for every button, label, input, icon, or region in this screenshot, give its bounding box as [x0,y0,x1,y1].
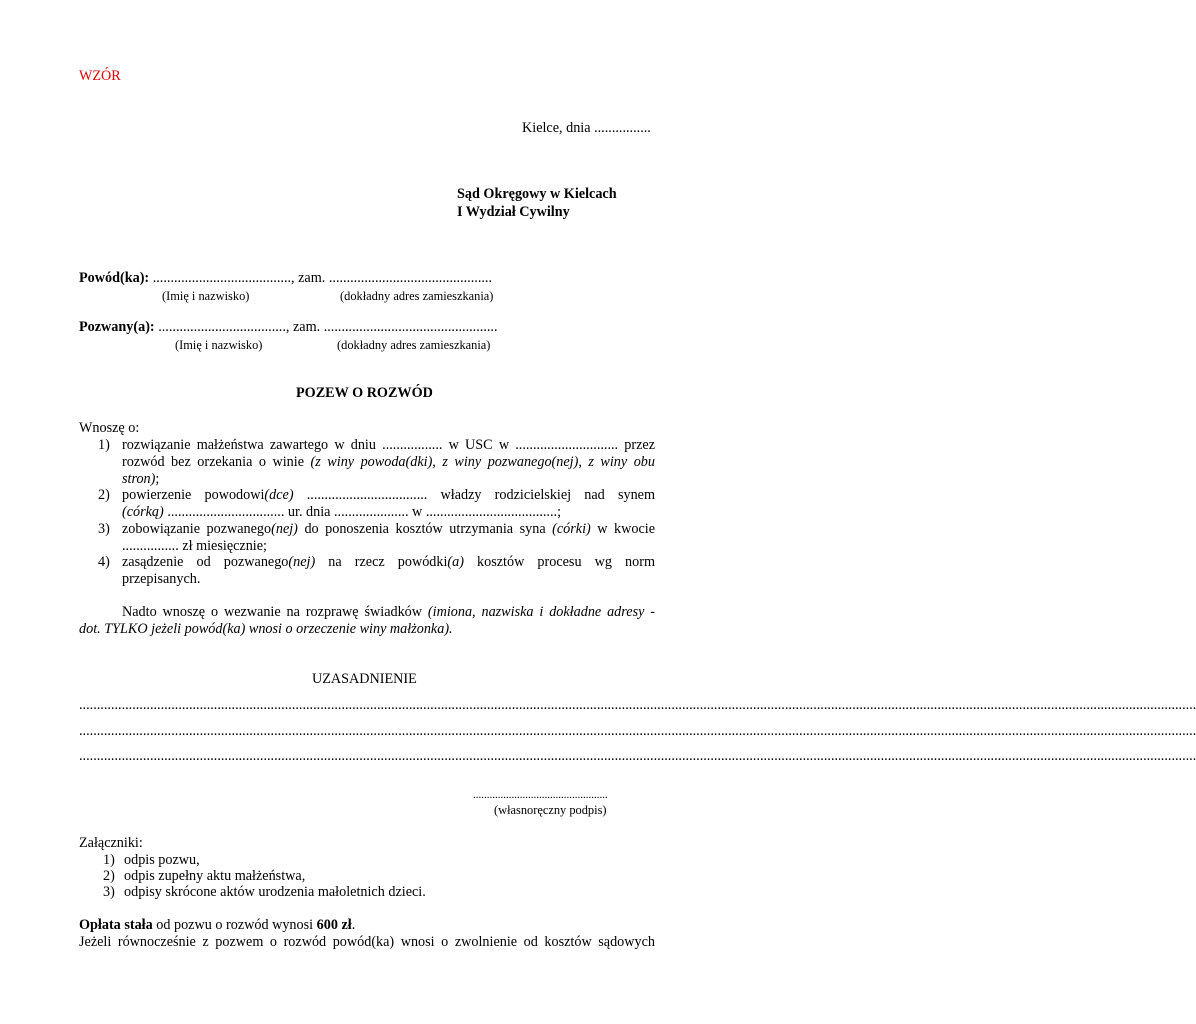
request-italic: (córką) [122,504,164,520]
witness-line-1 [122,604,655,621]
request-italic: stron) [122,471,156,487]
witness-line-2 [79,621,453,638]
fee-line-2: Jeżeli równocześnie z pozwem o rozwód powód(ka) wnosi o zwolnienie od kosztów sądowych [79,934,655,950]
justification-line: ........................................................................................................................................................................................................................................................................................................................... [79,748,1196,764]
request-italic: (a) [447,554,464,570]
requests-intro: Wnoszę o: [79,420,140,436]
witness-text: Nadto wnoszę o wezwanie na rozprawę świadków [122,604,428,620]
fee-amount: 600 zł [316,917,352,933]
witness-italic: dot. TYLKO jeżeli powód(ka) wnosi o orzeczenie winy małżonka). [79,621,453,637]
court-division: I Wydział Cywilny [457,204,570,220]
request-text: ................................. ur. dnia ..................... w .....................................; [163,504,562,520]
request-text [122,504,655,521]
attachment-item [0,868,724,885]
request-italic: (córki) [552,521,591,537]
defendant-line [79,319,498,336]
attachment-number: 1) [103,852,115,868]
request-text [122,454,655,471]
request-text [122,471,655,488]
request-number: 1) [98,437,110,453]
justification-line: ........................................................................................................................................................................................................................................................................................................................... [79,723,1196,739]
request-text: do ponoszenia kosztów utrzymania syna [297,521,553,537]
request-number: 3) [98,521,110,537]
request-number: 2) [98,487,110,503]
fee-text: od pozwu o rozwód wynosi [152,917,317,933]
court-name: Sąd Okręgowy w Kielcach [457,186,617,202]
request-text: kosztów procesu wg norm [463,554,655,570]
request-text: ................ zł miesięcznie; [122,538,267,554]
plaintiff-address-hint: (dokładny adres zamieszkania) [340,289,494,303]
request-italic: (z winy powoda(dki), z winy pozwanego(nej), z winy obu [310,454,655,470]
request-text [122,554,655,571]
request-text: rozwiązanie małżeństwa zawartego w dniu ................. w USC w ............................. przez [122,437,655,453]
fee-label: Opłata stała [79,917,153,933]
justification-line: ........................................................................................................................................................................................................................................................................................................................... [79,697,1196,713]
attachment-number: 3) [103,884,115,900]
request-text: zasądzenie od pozwanego [122,554,289,570]
request-text: ; [155,471,160,487]
defendant-name-hint: (Imię i nazwisko) [175,338,263,352]
fee-line-1 [79,917,355,934]
place-date: Kielce, dnia ................ [522,120,651,136]
request-text: zobowiązanie pozwanego [122,521,272,537]
request-text [122,487,655,504]
request-italic: (dce) [264,487,294,503]
request-text: rozwód bez orzekania o winie [122,454,311,470]
signature-dots: ................................................. [473,789,608,801]
attachment-text: odpis zupełny aktu małżeństwa, [124,868,306,884]
attachment-text: odpisy skrócone aktów urodzenia małoletnich dzieci. [124,884,426,900]
attachment-text: odpis pozwu, [124,852,200,868]
request-italic: (nej) [271,521,298,537]
witness-italic: (imiona, nazwiska i dokładne adresy - [427,604,655,620]
watermark-label: WZÓR [79,68,121,84]
plaintiff-name-hint: (Imię i nazwisko) [162,289,250,303]
request-text: .................................. władzy rodzicielskiej nad synem [293,487,655,503]
request-4 [0,554,724,594]
plaintiff-fill: ......................................., zam. .............................................. [149,270,493,286]
signature-label: (własnoręczny podpis) [494,803,607,817]
justification-title: UZASADNIENIE [312,671,417,687]
document-title: POZEW O ROZWÓD [296,385,433,401]
request-text: powierzenie powodowi [122,487,265,503]
request-text: na rzecz powódki [315,554,448,570]
request-text [122,521,655,538]
request-number: 4) [98,554,110,570]
attachment-item [0,884,724,901]
plaintiff-line [79,270,492,287]
defendant-label: Pozwany(a): [79,319,155,335]
plaintiff-label: Powód(ka): [79,270,150,286]
request-italic: (nej) [288,554,316,570]
request-text: przepisanych. [122,571,201,587]
attachment-item [0,852,724,869]
defendant-address-hint: (dokładny adres zamieszkania) [337,338,491,352]
attachment-number: 2) [103,868,115,884]
request-text: w kwocie [590,521,655,537]
fee-text: . [351,917,356,933]
defendant-fill: ...................................., zam. ................................................. [154,319,498,335]
attachments-title: Załączniki: [79,835,143,851]
